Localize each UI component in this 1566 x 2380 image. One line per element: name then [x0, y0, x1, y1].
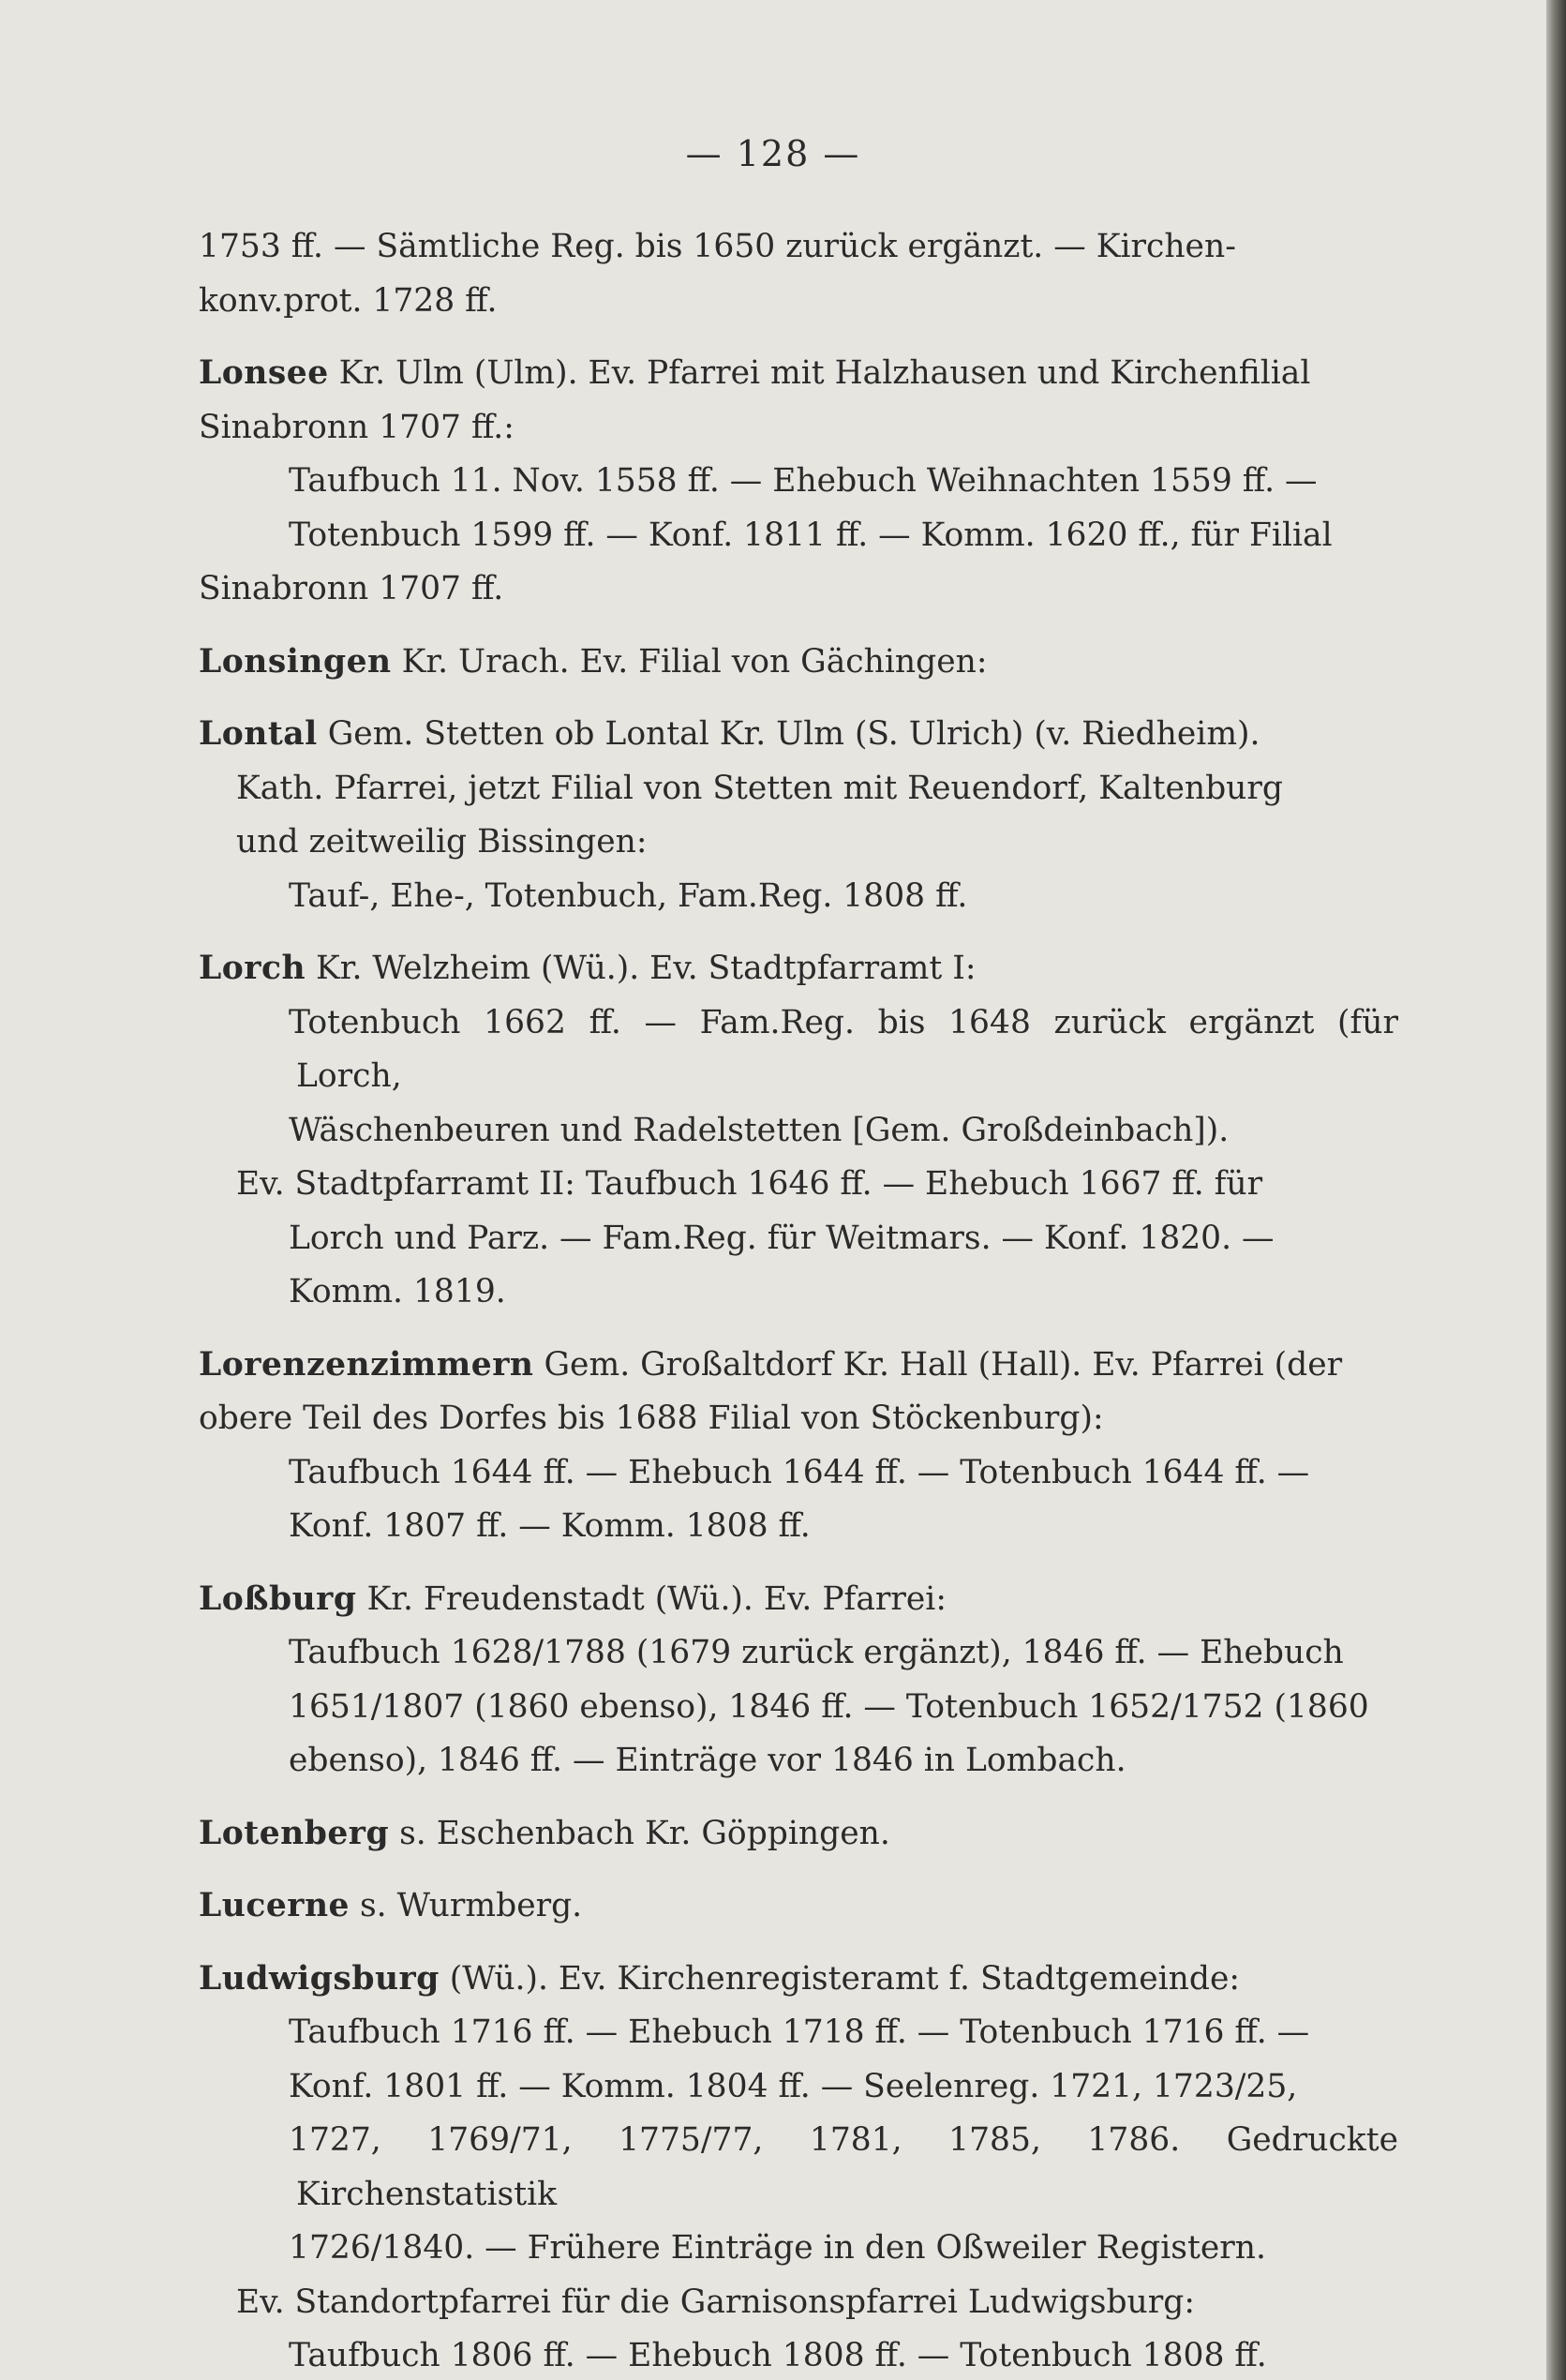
- entry-line: Taufbuch 11. Nov. 1558 ff. — Ehebuch Weihnachten 1559 ff. —: [289, 462, 1318, 500]
- entry-lorenzenzimmern: [199, 1339, 1398, 1554]
- entry-line: konv.prot. 1728 ff.: [199, 281, 498, 320]
- entry-line: 1753 ff. — Sämtliche Reg. bis 1650 zurück ergänzt. — Kirchen-: [199, 228, 1236, 265]
- entry-ludwigsburg: [199, 1953, 1398, 2380]
- entry-head: Lucerne: [199, 1887, 350, 1924]
- entry-head: Loßburg: [199, 1579, 357, 1618]
- entry-lonsingen: [199, 636, 1398, 690]
- entry-lonsee: [199, 347, 1398, 617]
- entry-line: Konf. 1807 ff. — Komm. 1808 ff.: [289, 1507, 811, 1545]
- entry-line: Sinabronn 1707 ff.: [199, 570, 504, 607]
- entry-line: s. Eschenbach Kr. Göppingen.: [389, 1814, 890, 1852]
- entry-line: (Wü.). Ev. Kirchenregisteramt f. Stadtgemeinde:: [439, 1959, 1241, 1998]
- entry-lossburg: [199, 1573, 1398, 1789]
- entry-line: Gem. Großaltdorf Kr. Hall (Hall). Ev. Pfarrei (der: [533, 1345, 1343, 1384]
- entry-line: Gem. Stetten ob Lontal Kr. Ulm (S. Ulrich) (v. Riedheim).: [317, 715, 1260, 753]
- entry-line: Taufbuch 1806 ff. — Ehebuch 1808 ff. — Totenbuch 1808 ff.: [289, 2337, 1267, 2374]
- entry-line: Konf. 1801 ff. — Komm. 1804 ff. — Seelenreg. 1721, 1723/25,: [289, 2067, 1298, 2105]
- entry-line: Wäschenbeuren und Radelstetten [Gem. Großdeinbach]).: [289, 1111, 1230, 1149]
- entry-line: Taufbuch 1716 ff. — Ehebuch 1718 ff. — Totenbuch 1716 ff. —: [289, 2013, 1310, 2051]
- entry-line: 1651/1807 (1860 ebenso), 1846 ff. — Totenbuch 1652/1752 (1860: [289, 1687, 1369, 1726]
- entry-line: Kath. Pfarrei, jetzt Filial von Stetten mit Reuendorf, Kaltenburg: [236, 769, 1283, 807]
- entry-head: Lorenzenzimmern: [199, 1345, 534, 1384]
- entry-lucerne: [199, 1879, 1398, 1934]
- entry-head: Lonsingen: [199, 642, 392, 681]
- entry-line: Ev. Stadtpfarramt II: Taufbuch 1646 ff. — Ehebuch 1667 ff. für: [236, 1165, 1263, 1203]
- entry-line: Taufbuch 1628/1788 (1679 zurück ergänzt), 1846 ff. — Ehebuch: [289, 1634, 1344, 1671]
- entry-head: Lonsee: [199, 354, 329, 392]
- page-number: — 128 —: [685, 133, 861, 174]
- entry-line: 1726/1840. — Frühere Einträge in den Oßweiler Registern.: [289, 2229, 1266, 2267]
- entry-lotenberg: [199, 1807, 1398, 1862]
- entry-lontal: [199, 708, 1398, 923]
- entry-line: Totenbuch 1599 ff. — Konf. 1811 ff. — Komm. 1620 ff., für Filial: [289, 516, 1333, 554]
- entry-head: Lotenberg: [199, 1814, 390, 1852]
- entry-line: Totenbuch 1662 ff. — Fam.Reg. bis 1648 zurück ergänzt (für Lorch,: [289, 1003, 1398, 1095]
- entry-line: Kr. Freudenstadt (Wü.). Ev. Pfarrei:: [356, 1579, 947, 1618]
- entry-line: und zeitweilig Bissingen:: [236, 823, 648, 861]
- entry-line: Kr. Ulm (Ulm). Ev. Pfarrei mit Halzhausen und Kirchenfilial: [328, 354, 1311, 392]
- entry-continuation: [199, 220, 1398, 328]
- entry-line: Taufbuch 1644 ff. — Ehebuch 1644 ff. — Totenbuch 1644 ff. —: [289, 1453, 1310, 1491]
- entry-line: Lorch und Parz. — Fam.Reg. für Weitmars. — Konf. 1820. —: [289, 1219, 1275, 1257]
- entry-lorch: [199, 942, 1398, 1320]
- entry-line: Sinabronn 1707 ff.:: [199, 408, 515, 446]
- entry-head: Ludwigsburg: [199, 1959, 440, 1998]
- entry-line: Tauf-, Ehe-, Totenbuch, Fam.Reg. 1808 ff.: [289, 876, 968, 915]
- entry-head: Lorch: [199, 950, 306, 987]
- register-entries: [199, 220, 1398, 2380]
- entry-line: 1727, 1769/71, 1775/77, 1781, 1785, 1786. Gedruckte Kirchenstatistik: [289, 2121, 1398, 2213]
- entry-line: Kr. Urach. Ev. Filial von Gächingen:: [391, 642, 988, 681]
- entry-line: ebenso), 1846 ff. — Einträge vor 1846 in Lombach.: [289, 1742, 1126, 1779]
- entry-head: Lontal: [199, 715, 318, 753]
- entry-line: obere Teil des Dorfes bis 1688 Filial von Stöckenburg):: [199, 1400, 1104, 1437]
- entry-line: Kr. Welzheim (Wü.). Ev. Stadtpfarramt I:: [306, 950, 977, 987]
- book-spine-shadow: [1546, 0, 1566, 2380]
- entry-line: Komm. 1819.: [289, 1273, 506, 1310]
- entry-line: s. Wurmberg.: [350, 1887, 583, 1924]
- entry-line: Ev. Standortpfarrei für die Garnisonspfarrei Ludwigsburg:: [236, 2283, 1195, 2321]
